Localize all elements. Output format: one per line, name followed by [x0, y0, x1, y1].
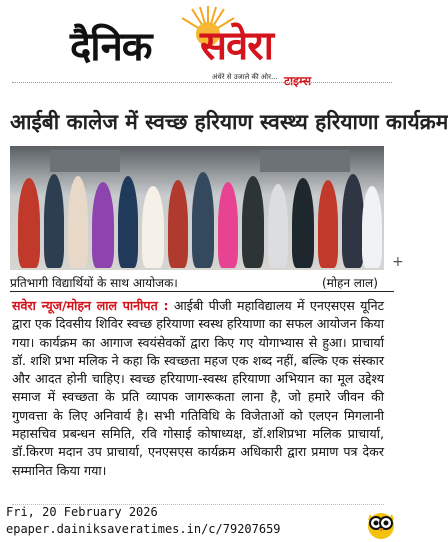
- photo-caption: प्रतिभागी विद्यार्थियों के साथ आयोजक।: [10, 276, 178, 290]
- plus-icon[interactable]: +: [392, 254, 404, 270]
- masthead-name-part2: सवेरा: [200, 23, 273, 69]
- article-body-text: आईबी पीजी महाविद्यालय में एनएसएस यूनिट द्वारा एक दिवसीय शिविर स्वच्छ हरियाणा स्वस्थ हरियाणा का सफल आयोजन किया गया। कार्यक्रम का आगाज स्वयंसेवकों द्वारा किए गए योगाभ्यास से हुआ। प्राचार्या डॉ. शशि प्रभा मलिक ने कहा कि स्वच्छता महज एक शब्द नहीं, बल्कि एक संस्कार और आदत होनी चाहिए। स्वच्छ हरियाणा-स्वस्थ हरियाणा अभियान का मूल उद्देश्य समाज में स्वच्छता के प्रति व्यापक जागरूकता लाना है, जो हमारे जीवन की गुणवत्ता के लिए अनिवार्य है। सभी गतिविधि के विजेताओं को एलएन मिगलानी महासचिव प्रबन्धन समिति, रवि गोसाई कोषाध्यक्ष, डॉ.शशिप्रभा मलिक प्राचार्या, डॉ.किरण मदान उप प्राचार्या, एनएसएस कार्यक्रम अधिकारी द्वारा प्रमाण पत्र देकर सम्मानित किया गया।: [12, 298, 384, 478]
- article-photo: [10, 146, 384, 270]
- cropped-previous-text: [12, 82, 392, 91]
- masthead-name-part1: दैनिक: [70, 24, 152, 70]
- article-body: [12, 297, 384, 480]
- masthead-suffix: टाइम्स: [284, 74, 312, 88]
- masthead-tagline: अंधेरे से उजाले की ओर...: [212, 73, 278, 81]
- article-byline: सवेरा न्यूज/मोहन लाल पानीपत :: [12, 298, 169, 313]
- owl-icon: [364, 506, 398, 540]
- footer-meta: [6, 504, 346, 538]
- article-headline: आईबी कालेज में स्वच्छ हरियाण स्वस्थ्य हरियाणा कार्यक्रम: [10, 110, 448, 134]
- footer-url[interactable]: epaper.dainiksaveratimes.in/c/79207659: [6, 522, 281, 536]
- divider: [10, 291, 394, 292]
- photo-credit: (मोहन लाल): [322, 276, 378, 290]
- footer-date: Fri, 20 February 2026: [6, 505, 158, 519]
- masthead: [0, 0, 404, 86]
